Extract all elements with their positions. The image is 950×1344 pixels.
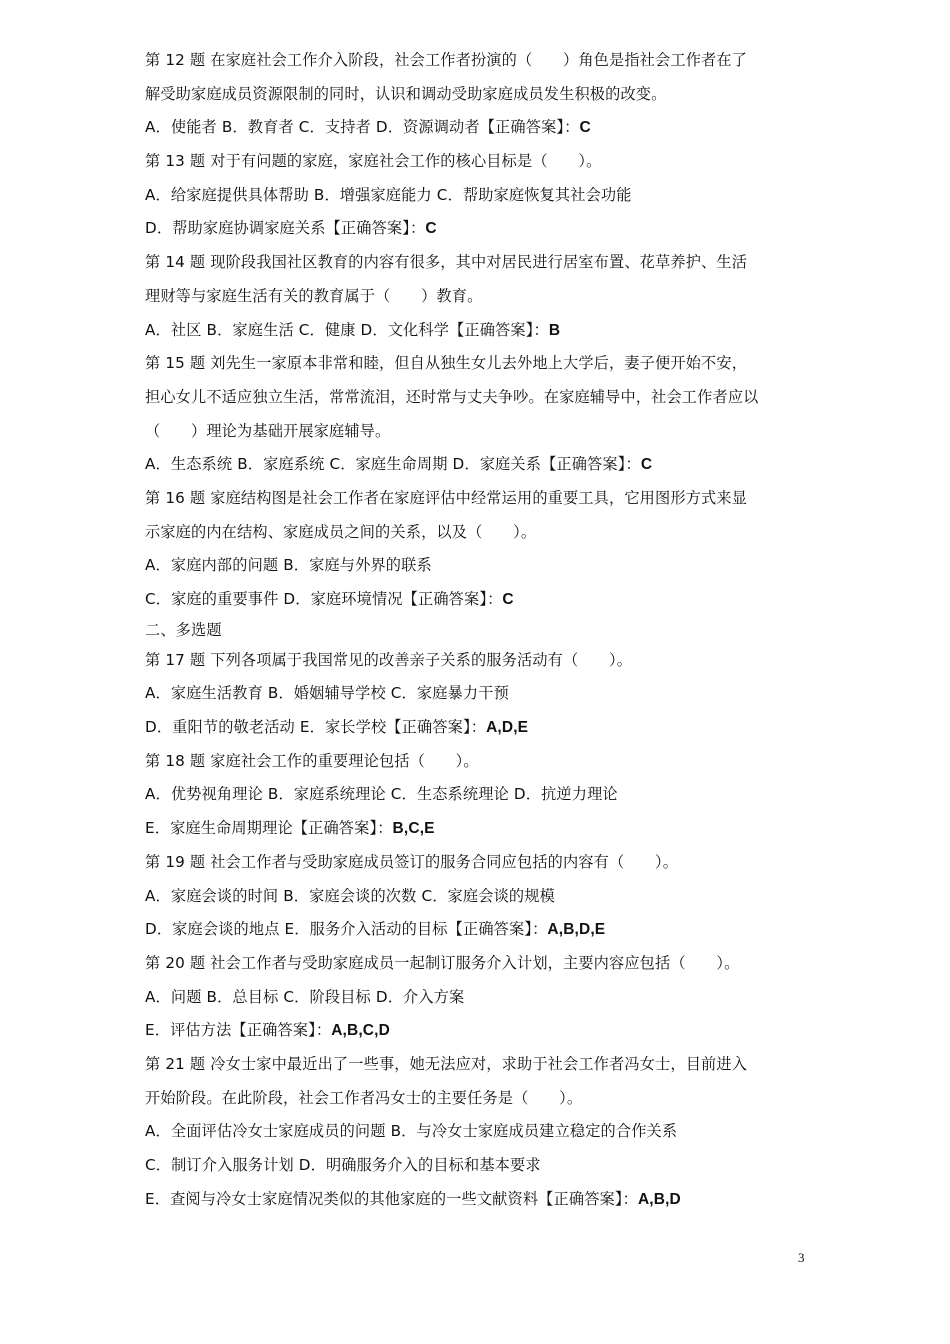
answer-line: [145, 711, 815, 745]
text-line: [145, 1048, 815, 1082]
answer-line: [145, 111, 815, 145]
line-text: C．制订介入服务计划 D．明确服务介入的目标和基本要求: [145, 1156, 541, 1174]
line-text: C．家庭的重要事件 D．家庭环境情况【正确答案】：: [145, 590, 503, 608]
answer-line: [145, 812, 815, 846]
answer-line: [145, 314, 815, 348]
line-text: 第 14 题 现阶段我国社区教育的内容有很多，其中对居民进行居室布置、花草养护、生活: [145, 253, 748, 272]
text-line: [145, 1082, 815, 1116]
line-text: 第 15 题 刘先生一家原本非常和睦，但自从独生女儿去外地上大学后，妻子便开始不安，: [145, 354, 748, 373]
text-line: [145, 516, 815, 550]
line-text: 第 20 题 社会工作者与受助家庭成员一起制订服务介入计划，主要内容应包括（ ）。: [145, 953, 740, 972]
text-line: [145, 1149, 815, 1183]
line-text: 第 16 题 家庭结构图是社会工作者在家庭评估中经常运用的重要工具，它用图形方式来显: [145, 488, 748, 507]
answer-line: [145, 448, 815, 482]
line-text: A．家庭内部的问题 B．家庭与外界的联系: [145, 556, 432, 575]
line-text: 第 18 题 家庭社会工作的重要理论包括（ ）。: [145, 751, 479, 770]
line-text: A．使能者 B．教育者 C．支持者 D．资源调动者【正确答案】：: [145, 118, 580, 137]
text-line: [145, 778, 815, 812]
line-text: （ ）理论为基础开展家庭辅导。: [145, 421, 391, 440]
text-line: [145, 280, 815, 314]
correct-answer: A,B,D: [637, 1190, 681, 1208]
text-line: [145, 347, 815, 381]
line-text: A．社区 B．家庭生活 C．健康 D．文化科学【正确答案】：: [145, 320, 549, 339]
text-line: [145, 947, 815, 981]
text-line: [145, 78, 815, 112]
line-text: A．生态系统 B．家庭系统 C．家庭生命周期 D．家庭关系【正确答案】：: [145, 455, 641, 474]
correct-answer: B: [548, 321, 561, 339]
line-text: 开始阶段。在此阶段，社会工作者冯女士的主要任务是（ ）。: [145, 1088, 583, 1107]
text-line: [145, 415, 815, 449]
correct-answer: C: [640, 456, 653, 474]
page-number: 3: [798, 1250, 805, 1265]
text-line: [145, 549, 815, 583]
text-line: [145, 745, 815, 779]
answer-line: [145, 212, 815, 246]
text-line: [145, 145, 815, 179]
line-text: 解受助家庭成员资源限制的同时，认识和调动受助家庭成员发生积极的改变。: [145, 84, 667, 103]
line-text: 第 12 题 在家庭社会工作介入阶段，社会工作者扮演的（ ）角色是指社会工作者在了: [145, 51, 748, 69]
line-text: 第 19 题 社会工作者与受助家庭成员签订的服务合同应包括的内容有（ ）。: [145, 852, 679, 871]
line-text: D．家庭会谈的地点 E．服务介入活动的目标【正确答案】：: [145, 920, 548, 939]
line-text: 理财等与家庭生活有关的教育属于（ ）教育。: [145, 286, 483, 305]
line-text: A．全面评估冷女士家庭成员的问题 B．与冷女士家庭成员建立稳定的合作关系: [145, 1122, 678, 1141]
text-line: [145, 644, 815, 678]
correct-answer: A,D,E: [486, 719, 529, 737]
text-line: [145, 846, 815, 880]
correct-answer: C: [425, 220, 437, 238]
line-text: 第 17 题 下列各项属于我国常见的改善亲子关系的服务活动有（ ）。: [145, 650, 633, 669]
line-text: A．优势视角理论 B．家庭系统理论 C．生态系统理论 D．抗逆力理论: [145, 785, 618, 804]
text-line: [145, 246, 815, 280]
text-line: [145, 44, 815, 78]
answer-line: [145, 1014, 815, 1048]
correct-answer: A,B,D,E: [547, 921, 606, 939]
answer-line: [145, 1183, 815, 1217]
line-text: 担心女儿不适应独立生活，常常流泪，还时常与丈夫争吵。在家庭辅导中，社会工作者应以: [145, 387, 759, 406]
text-line: [145, 179, 815, 213]
question-list: [145, 44, 815, 1216]
line-text: 第 13 题 对于有问题的家庭，家庭社会工作的核心目标是（ ）。: [145, 152, 602, 171]
answer-line: [145, 583, 815, 617]
line-text: D．重阳节的敬老活动 E．家长学校【正确答案】：: [145, 718, 487, 737]
line-text: A．家庭会谈的时间 B．家庭会谈的次数 C．家庭会谈的规模: [145, 886, 555, 905]
text-line: [145, 1115, 815, 1149]
line-text: E．评估方法【正确答案】：: [145, 1021, 332, 1040]
text-line: [145, 617, 815, 644]
text-line: [145, 677, 815, 711]
line-text: A．给家庭提供具体帮助 B．增强家庭能力 C．帮助家庭恢复其社会功能: [145, 185, 632, 204]
line-text: A．问题 B．总目标 C．阶段目标 D．介入方案: [145, 987, 465, 1006]
line-text: E．家庭生命周期理论【正确答案】：: [145, 819, 393, 838]
text-line: [145, 880, 815, 914]
line-text: 二、多选题: [145, 620, 222, 639]
correct-answer: C: [579, 119, 591, 137]
line-text: 示家庭的内在结构、家庭成员之间的关系，以及（ ）。: [145, 522, 537, 541]
line-text: D．帮助家庭协调家庭关系【正确答案】：: [145, 219, 426, 238]
correct-answer: C: [502, 591, 514, 608]
line-text: 第 21 题 冷女士家中最近出了一些事，她无法应对，求助于社会工作者冯女士，目前进入: [145, 1054, 748, 1073]
text-line: [145, 981, 815, 1015]
line-text: E．查阅与冷女士家庭情况类似的其他家庭的一些文献资料【正确答案】：: [145, 1189, 638, 1208]
correct-answer: A,B,C,D: [331, 1022, 390, 1040]
text-line: [145, 381, 815, 415]
text-line: [145, 482, 815, 516]
line-text: A．家庭生活教育 B．婚姻辅导学校 C．家庭暴力干预: [145, 684, 509, 703]
correct-answer: B,C,E: [392, 820, 435, 838]
answer-line: [145, 913, 815, 947]
